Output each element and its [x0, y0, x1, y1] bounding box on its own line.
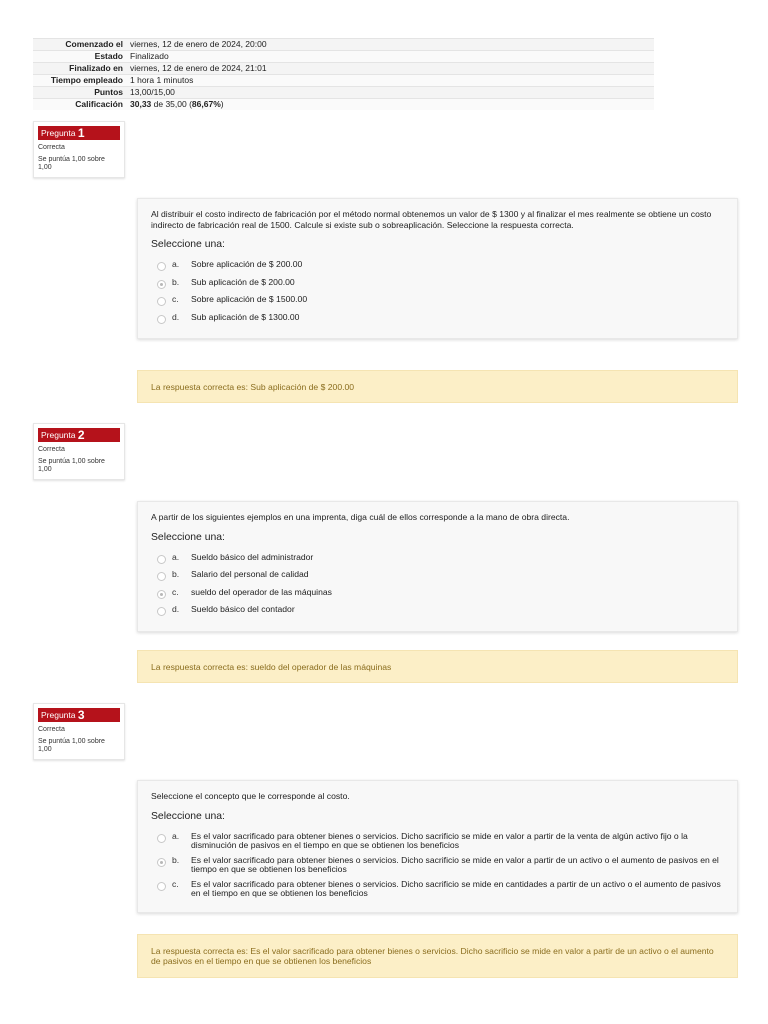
question-heading-label: Pregunta — [41, 430, 76, 440]
summary-row — [33, 51, 654, 63]
grade-label: Calificación — [33, 99, 127, 111]
question-info-2 — [33, 423, 125, 480]
answer-letter: b. — [172, 276, 180, 287]
radio-unchecked-icon[interactable] — [157, 297, 166, 306]
summary-label: Comenzado el — [33, 39, 127, 51]
answer-letter: d. — [172, 604, 180, 614]
radio-unchecked-icon[interactable] — [157, 572, 166, 581]
summary-row-grade — [33, 99, 654, 111]
summary-row — [33, 39, 654, 51]
answer-letter: c. — [172, 586, 179, 597]
question-card-3 — [137, 780, 738, 913]
question-info-1 — [33, 121, 125, 178]
answer-letter: b. — [172, 854, 180, 865]
question-grade: Se puntúa 1,00 sobre 1,00 — [38, 156, 105, 171]
grade-percent: 86,67% — [191, 99, 221, 109]
question-number: 2 — [77, 428, 85, 442]
answer-option[interactable] — [151, 586, 724, 604]
summary-row — [33, 87, 654, 99]
answer-text: sueldo del operador de las máquinas — [191, 586, 332, 597]
feedback-text: La respuesta correcta es: sueldo del operador de las máquinas — [151, 661, 392, 672]
answer-option[interactable] — [151, 258, 724, 276]
answer-letter: c. — [172, 294, 179, 304]
question-heading — [38, 708, 120, 722]
radio-unchecked-icon[interactable] — [157, 607, 166, 616]
answer-letter: c. — [172, 878, 179, 889]
answer-option[interactable] — [151, 568, 724, 586]
answer-text: Sub aplicación de $ 1300.00 — [191, 311, 300, 322]
summary-label: Puntos — [33, 87, 127, 99]
radio-unchecked-icon[interactable] — [157, 834, 166, 843]
radio-checked-icon[interactable] — [157, 280, 166, 289]
question-state: Correcta — [38, 446, 65, 453]
answer-option[interactable] — [151, 293, 724, 311]
question-heading — [38, 428, 120, 442]
question-card-2 — [137, 501, 738, 632]
radio-checked-icon[interactable] — [157, 590, 166, 599]
question-text: Seleccione el concepto que le corresponde al costo. — [151, 791, 350, 801]
answer-text: Sub aplicación de $ 200.00 — [191, 276, 295, 287]
attempt-summary-table — [33, 38, 654, 110]
summary-row — [33, 63, 654, 75]
question-grade: Se puntúa 1,00 sobre 1,00 — [38, 738, 105, 753]
question-heading — [38, 126, 120, 140]
select-one-prompt: Seleccione una: — [151, 239, 225, 250]
answer-letter: b. — [172, 569, 180, 579]
answer-text: Sobre aplicación de $ 1500.00 — [191, 294, 308, 304]
grade-value — [127, 99, 654, 111]
answer-text: Es el valor sacrificado para obtener bienes o servicios. Dicho sacrificio se mide en cantidades a partir de un activo o el aumento de pasivos en el tiempo en que se obtienen los beneficios — [191, 878, 721, 898]
summary-label: Finalizado en — [33, 63, 127, 75]
summary-value: 13,00/15,00 — [127, 87, 654, 99]
summary-value: 1 hora 1 minutos — [127, 75, 654, 87]
grade-score: 30,33 — [130, 99, 152, 109]
answer-text: Sueldo básico del administrador — [191, 551, 314, 562]
radio-unchecked-icon[interactable] — [157, 315, 166, 324]
summary-row — [33, 75, 654, 87]
answer-option[interactable] — [151, 551, 724, 569]
summary-value: viernes, 12 de enero de 2024, 20:00 — [127, 39, 654, 51]
radio-unchecked-icon[interactable] — [157, 555, 166, 564]
question-text: Al distribuir el costo indirecto de fabricación por el método normal obtenemos un valor de $ 1300 y al finalizar el mes realmente se obtiene un costo indirecto de fabricación real de 1500. Calcule si existe sub o sobreaplicación. Seleccione la respuesta correcta. — [151, 209, 712, 230]
answer-option[interactable] — [151, 311, 724, 329]
answer-text: Es el valor sacrificado para obtener bienes o servicios. Dicho sacrificio se mide en valor a partir de la venta de algún activo fijo o la disminución de pasivos en el tiempo en que se obtienen los beneficios — [191, 830, 688, 850]
summary-value: viernes, 12 de enero de 2024, 21:01 — [127, 63, 654, 75]
answer-letter: d. — [172, 311, 180, 322]
question-number: 3 — [77, 708, 85, 722]
grade-close: ) — [220, 99, 224, 109]
answer-option[interactable] — [151, 854, 724, 878]
answer-letter: a. — [172, 830, 180, 841]
answer-option[interactable] — [151, 830, 724, 854]
question-grade: Se puntúa 1,00 sobre 1,00 — [38, 458, 105, 473]
answer-option[interactable] — [151, 878, 724, 902]
question-text: A partir de los siguientes ejemplos en una imprenta, diga cuál de ellos corresponde a la mano de obra directa. — [151, 512, 570, 522]
correct-answer-feedback-3 — [137, 934, 738, 978]
feedback-text: La respuesta correcta es: Es el valor sacrificado para obtener bienes o servicios. Dicho sacrificio se mide en valor a partir de un activo o el aumento de pasivos en el tiempo en que se obtienen los beneficios — [151, 946, 714, 966]
question-heading-label: Pregunta — [41, 128, 76, 138]
answer-text: Es el valor sacrificado para obtener bienes o servicios. Dicho sacrificio se mide en valor a partir de un activo o el aumento de pasivos en el tiempo en que se obtienen los beneficios — [191, 854, 719, 874]
select-one-prompt: Seleccione una: — [151, 531, 225, 543]
feedback-text: La respuesta correcta es: Sub aplicación de $ 200.00 — [151, 381, 355, 392]
question-state: Correcta — [38, 144, 65, 151]
answer-text: Sueldo básico del contador — [191, 604, 295, 614]
answer-text: Sobre aplicación de $ 200.00 — [191, 259, 303, 269]
summary-label: Tiempo empleado — [33, 75, 127, 87]
radio-checked-icon[interactable] — [157, 858, 166, 867]
question-number: 1 — [77, 126, 85, 140]
select-one-prompt: Seleccione una: — [151, 810, 225, 822]
summary-label: Estado — [33, 51, 127, 63]
question-info-3 — [33, 703, 125, 760]
grade-of: de 35,00 ( — [151, 99, 192, 109]
summary-value: Finalizado — [127, 51, 654, 63]
question-heading-label: Pregunta — [41, 710, 76, 720]
answer-text: Salario del personal de calidad — [191, 569, 309, 579]
radio-unchecked-icon[interactable] — [157, 262, 166, 271]
question-card-1 — [137, 198, 738, 339]
radio-unchecked-icon[interactable] — [157, 882, 166, 891]
answer-option[interactable] — [151, 276, 724, 294]
correct-answer-feedback-1 — [137, 370, 738, 403]
answer-letter: a. — [172, 259, 180, 269]
correct-answer-feedback-2 — [137, 650, 738, 683]
question-state: Correcta — [38, 726, 65, 733]
answer-letter: a. — [172, 551, 180, 562]
answer-option[interactable] — [151, 603, 724, 621]
